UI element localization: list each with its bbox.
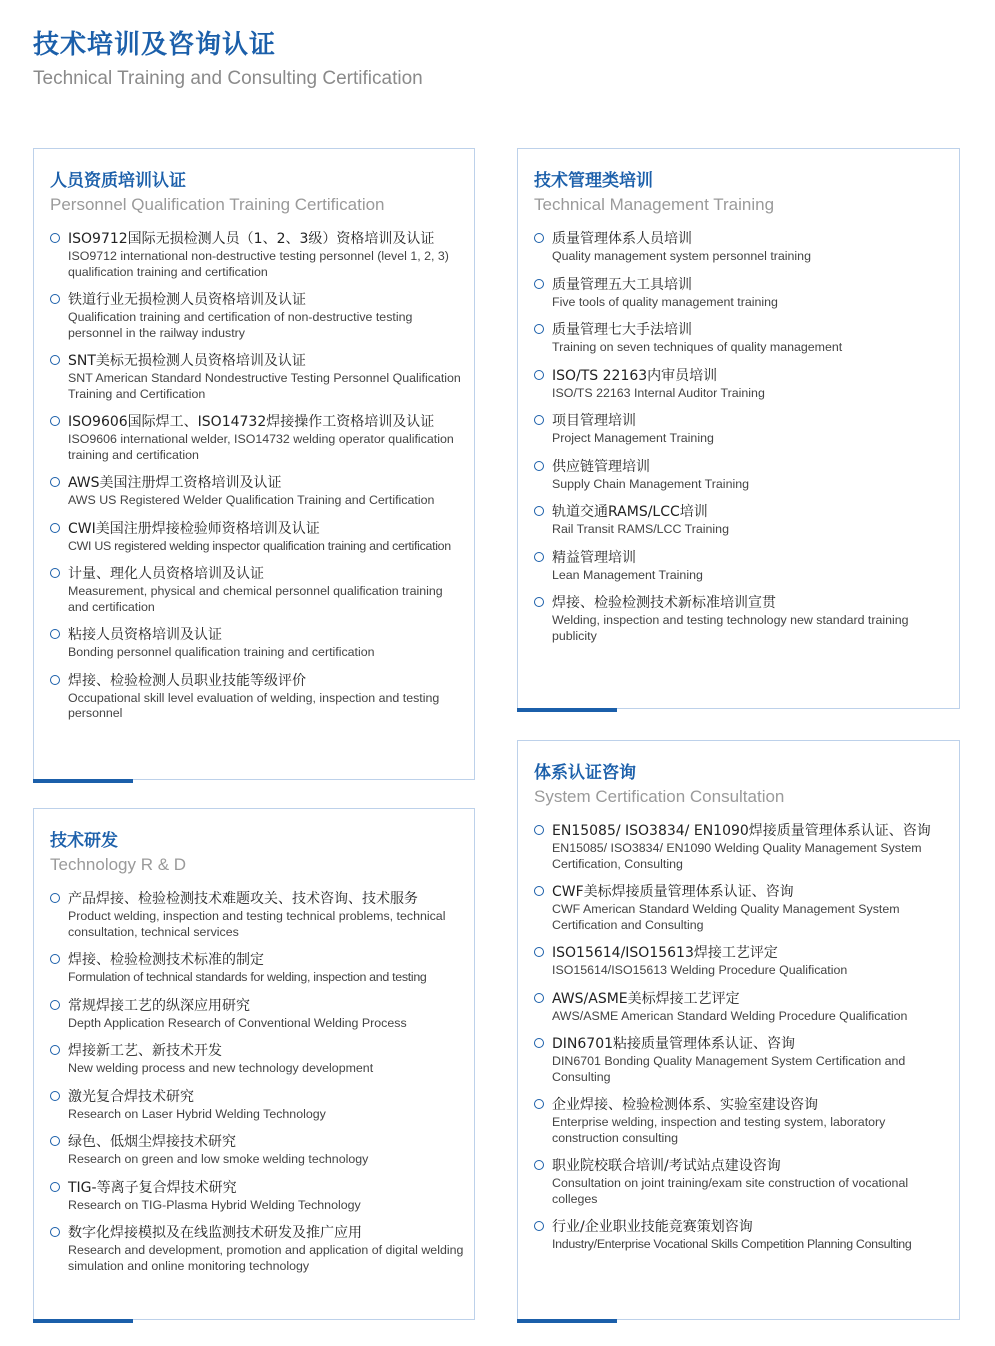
list-item (534, 821, 951, 872)
circle-bullet-icon (534, 461, 544, 471)
item-title: AWS/ASME美标焊接工艺评定 (552, 990, 740, 1007)
circle-bullet-icon (534, 324, 544, 334)
personnel-list (34, 229, 474, 722)
circle-bullet-icon (534, 993, 544, 1003)
circle-bullet-icon (534, 552, 544, 562)
circle-bullet-icon (50, 355, 60, 365)
item-title: 激光复合焊技术研究 (68, 1088, 194, 1105)
item-title: 焊接、检验检测人员职业技能等级评价 (68, 672, 306, 689)
rnd-list (34, 889, 474, 1274)
circle-bullet-icon (50, 1182, 60, 1192)
item-title: 焊接、检验检测技术新标准培训宣贯 (552, 595, 776, 611)
item-title: ISO9606国际焊工、ISO14732焊接操作工资格培训及认证 (68, 414, 435, 430)
circle-bullet-icon (50, 893, 60, 903)
list-item (50, 229, 466, 280)
item-description: AWS/ASME American Standard Welding Procedure Qualification (552, 1008, 908, 1023)
item-description: Occupational skill level evaluation of welding, inspection and testing personnel (68, 690, 440, 720)
panel-subtitle: System Certification Consultation (534, 787, 785, 806)
list-item (534, 320, 951, 356)
circle-bullet-icon (534, 233, 544, 243)
item-title: 产品焊接、检验检测技术难题攻关、技术咨询、技术服务 (68, 891, 418, 907)
list-item (50, 1132, 466, 1168)
item-description: Supply Chain Management Training (552, 476, 749, 491)
circle-bullet-icon (50, 416, 60, 426)
circle-bullet-icon (50, 523, 60, 533)
list-item (534, 593, 951, 644)
panel-title: 体系认证咨询 (534, 763, 636, 783)
item-title: EN15085/ ISO3834/ EN1090焊接质量管理体系认证、咨询 (552, 823, 931, 839)
list-item (534, 1034, 951, 1085)
item-title: 常规焊接工艺的纵深应用研究 (68, 997, 250, 1014)
item-title: 粘接人员资格培训及认证 (68, 627, 222, 643)
list-item (50, 290, 466, 341)
list-item (50, 519, 466, 555)
item-description: Bonding personnel qualification training and certification (68, 645, 375, 659)
item-description: Consultation on joint training/exam site construction of vocational colleges (552, 1176, 909, 1206)
personnel-panel (33, 148, 475, 780)
item-title: 项目管理培训 (552, 413, 636, 429)
list-item (534, 457, 951, 493)
page-title: 技术培训及咨询认证 (33, 30, 277, 60)
item-title: CWI美国注册焊接检验师资格培训及认证 (68, 520, 320, 537)
panel-title: 技术研发 (50, 831, 118, 851)
item-description: CWF American Standard Welding Quality Management System Certification and Consulting (552, 902, 900, 932)
item-description: New welding process and new technology development (68, 1061, 374, 1075)
list-item (534, 989, 951, 1025)
list-item (50, 996, 466, 1032)
circle-bullet-icon (50, 233, 60, 243)
item-description: ISO15614/ISO15613 Welding Procedure Qualification (552, 963, 848, 977)
list-item (50, 1041, 466, 1077)
item-title: 计量、理化人员资格培训及认证 (68, 566, 264, 582)
item-description: ISO9712 international non-destructive testing personnel (level 1, 2, 3) qualification training and certification (68, 249, 449, 279)
system-panel (517, 740, 960, 1320)
item-title: 行业/企业职业技能竞赛策划咨询 (552, 1219, 753, 1235)
list-item (534, 1095, 951, 1146)
list-item (50, 412, 466, 463)
management-list (518, 229, 959, 644)
circle-bullet-icon (50, 1045, 60, 1055)
item-title: DIN6701粘接质量管理体系认证、咨询 (552, 1036, 796, 1052)
panel-title: 人员资质培训认证 (50, 171, 186, 191)
list-item (534, 275, 951, 311)
item-description: ISO/TS 22163 Internal Auditor Training (552, 385, 765, 400)
item-title: 质量管理七大手法培训 (552, 322, 692, 338)
item-description: Qualification training and certification of non-destructive testing personnel in the railway industry (68, 310, 413, 340)
item-description: Welding, inspection and testing technology new standard training publicity (552, 613, 909, 643)
circle-bullet-icon (534, 1099, 544, 1109)
panel-subtitle: Technology R & D (50, 855, 187, 874)
circle-bullet-icon (50, 568, 60, 578)
item-description: Rail Transit RAMS/LCC Training (552, 522, 729, 536)
circle-bullet-icon (50, 1091, 60, 1101)
item-title: 铁道行业无损检测人员资格培训及认证 (68, 292, 306, 308)
circle-bullet-icon (534, 1221, 544, 1231)
item-description: Enterprise welding, inspection and testing system, laboratory construction consulting (552, 1115, 886, 1145)
list-item (534, 1217, 951, 1253)
item-title: 焊接新工艺、新技术开发 (68, 1043, 222, 1059)
item-title: ISO/TS 22163内审员培训 (552, 367, 718, 384)
panel-title: 技术管理类培训 (534, 171, 653, 191)
list-item (50, 950, 466, 986)
circle-bullet-icon (534, 825, 544, 835)
item-description: Industry/Enterprise Vocational Skills Competition Planning Consulting (552, 1237, 912, 1251)
item-description: Product welding, inspection and testing technical problems, technical consultation, technical services (68, 909, 446, 939)
circle-bullet-icon (534, 1038, 544, 1048)
item-description: Research on green and low smoke welding technology (68, 1152, 369, 1166)
circle-bullet-icon (534, 886, 544, 896)
item-title: 精益管理培训 (552, 549, 636, 566)
list-item (534, 882, 951, 933)
item-description: Depth Application Research of Conventional Welding Process (68, 1015, 407, 1030)
item-description: Five tools of quality management training (552, 294, 778, 309)
list-item (534, 229, 951, 265)
list-item (534, 943, 951, 979)
item-title: 质量管理体系人员培训 (552, 231, 692, 247)
circle-bullet-icon (50, 675, 60, 685)
circle-bullet-icon (50, 954, 60, 964)
list-item (534, 1156, 951, 1207)
item-description: ISO9606 international welder, ISO14732 welding operator qualification training and certification (68, 432, 454, 462)
item-description: Lean Management Training (552, 567, 703, 582)
item-description: Research on TIG-Plasma Hybrid Welding Technology (68, 1197, 361, 1212)
circle-bullet-icon (534, 279, 544, 289)
circle-bullet-icon (534, 947, 544, 957)
system-list (518, 821, 959, 1253)
item-title: 供应链管理培训 (552, 458, 650, 475)
list-item (50, 564, 466, 615)
item-description: CWI US registered welding inspector qualification training and certification (68, 538, 451, 553)
item-description: Formulation of technical standards for welding, inspection and testing (68, 970, 427, 984)
item-description: Project Management Training (552, 431, 714, 445)
item-title: AWS美国注册焊工资格培训及认证 (68, 475, 282, 491)
list-item (50, 473, 466, 509)
list-item (50, 625, 466, 661)
circle-bullet-icon (50, 1227, 60, 1237)
circle-bullet-icon (50, 294, 60, 304)
list-item (50, 351, 466, 402)
panel-subtitle: Personnel Qualification Training Certification (50, 195, 385, 214)
item-title: 轨道交通RAMS/LCC培训 (552, 504, 708, 520)
circle-bullet-icon (50, 477, 60, 487)
item-title: 企业焊接、检验检测体系、实验室建设咨询 (552, 1097, 818, 1113)
list-item (50, 1223, 466, 1274)
item-description: Quality management system personnel training (552, 249, 811, 263)
item-title: 绿色、低烟尘焊接技术研究 (68, 1134, 236, 1150)
item-title: ISO9712国际无损检测人员（1、2、3级）资格培训及认证 (68, 231, 435, 247)
item-title: SNT美标无损检测人员资格培训及认证 (68, 353, 306, 369)
item-title: CWF美标焊接质量管理体系认证、咨询 (552, 884, 794, 900)
circle-bullet-icon (50, 1000, 60, 1010)
item-title: ISO15614/ISO15613焊接工艺评定 (552, 945, 778, 961)
list-item (50, 671, 466, 722)
list-item (50, 1087, 466, 1123)
list-item (534, 548, 951, 584)
management-panel (517, 148, 960, 709)
item-description: AWS US Registered Welder Qualification Training and Certification (68, 493, 435, 507)
list-item (534, 366, 951, 402)
circle-bullet-icon (534, 597, 544, 607)
item-description: SNT American Standard Nondestructive Testing Personnel Qualification Training and Certification (68, 371, 461, 401)
item-title: 质量管理五大工具培训 (552, 276, 692, 293)
panel-subtitle: Technical Management Training (534, 195, 775, 214)
circle-bullet-icon (534, 1160, 544, 1170)
item-title: 职业院校联合培训/考试站点建设咨询 (552, 1158, 781, 1174)
item-description: DIN6701 Bonding Quality Management System Certification and Consulting (552, 1054, 906, 1084)
item-description: Research on Laser Hybrid Welding Technology (68, 1106, 326, 1121)
item-title: TIG-等离子复合焊技术研究 (68, 1179, 237, 1196)
page-subtitle: Technical Training and Consulting Certification (33, 68, 423, 89)
circle-bullet-icon (50, 629, 60, 639)
list-item (50, 1178, 466, 1214)
item-description: Training on seven techniques of quality management (552, 340, 843, 354)
circle-bullet-icon (534, 370, 544, 380)
circle-bullet-icon (534, 506, 544, 516)
list-item (534, 502, 951, 538)
item-description: EN15085/ ISO3834/ EN1090 Welding Quality Management System Certification, Consulting (552, 841, 922, 871)
item-description: Measurement, physical and chemical personnel qualification training and certification (68, 584, 443, 614)
item-title: 数字化焊接模拟及在线监测技术研发及推广应用 (68, 1225, 362, 1241)
circle-bullet-icon (534, 415, 544, 425)
circle-bullet-icon (50, 1136, 60, 1146)
list-item (534, 411, 951, 447)
item-title: 焊接、检验检测技术标准的制定 (68, 952, 264, 968)
rnd-panel (33, 808, 475, 1320)
item-description: Research and development, promotion and application of digital welding simulation and online monitoring technology (68, 1243, 464, 1273)
list-item (50, 889, 466, 940)
